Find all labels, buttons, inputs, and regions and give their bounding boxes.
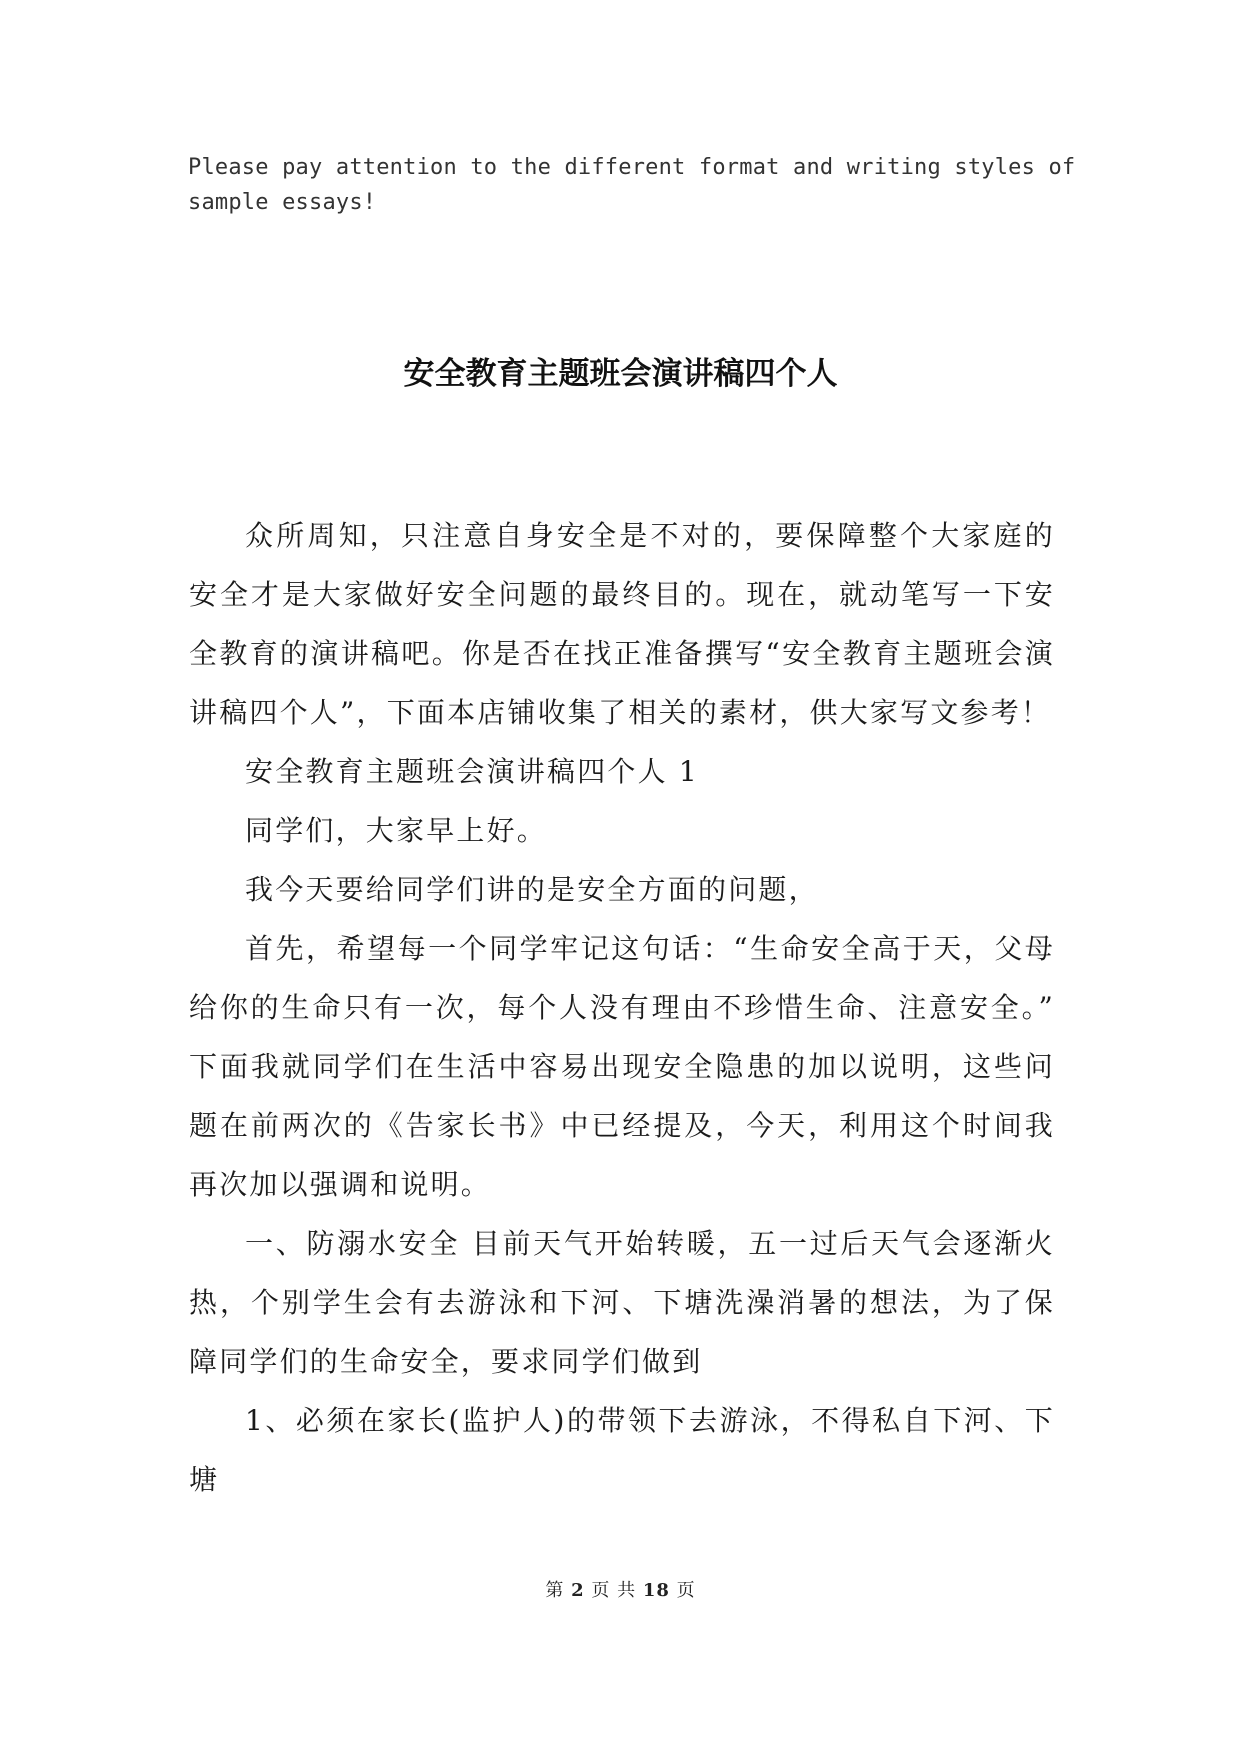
paragraph-topic: 我今天要给同学们讲的是安全方面的问题， (245, 873, 819, 906)
paragraph-first-point: 首先，希望每一个同学牢记这句话：“生命安全高于天，父母给你的生命只有一次，每个人没有理由不珍惜生命、注意安全。” 下面我就同学们在生活中容易出现安全隐患的加以说明，这些问题在前两次的《告家长书》中已经提及，今天，利用这个时间我再次加以强调和说明。 (189, 932, 1055, 1201)
document-body (189, 506, 1055, 1509)
page-footer (0, 1578, 1241, 1604)
footer-total-pages: 18 (642, 1580, 670, 1601)
notice-text: Please pay attention to the different format and writing styles of sample essays! (188, 155, 1076, 215)
footer-current-page: 2 (571, 1580, 585, 1601)
footer-middle: 页 共 (591, 1580, 637, 1601)
paragraph-greeting: 同学们，大家早上好。 (245, 814, 548, 847)
document-title: 安全教育主题班会演讲稿四个人 (403, 356, 838, 392)
footer-prefix: 第 (545, 1580, 565, 1601)
paragraph-drowning-safety: 一、防溺水安全 目前天气开始转暖，五一过后天气会逐渐火热，个别学生会有去游泳和下河、下塘洗澡消暑的想法，为了保障同学们的生命安全，要求同学们做到 (189, 1227, 1055, 1378)
paragraph-rule-1: 1、必须在家长(监护人)的带领下去游泳，不得私自下河、下塘 (189, 1404, 1055, 1496)
paragraph-intro: 众所周知，只注意自身安全是不对的，要保障整个大家庭的安全才是大家做好安全问题的最终目的。现在，就动笔写一下安全教育的演讲稿吧。你是否在找正准备撰写“安全教育主题班会演讲稿四个人”，下面本店铺收集了相关的素材，供大家写文参考！ (189, 519, 1055, 729)
footer-suffix: 页 (676, 1580, 696, 1601)
paragraph-section-heading: 安全教育主题班会演讲稿四个人 1 (245, 755, 699, 788)
